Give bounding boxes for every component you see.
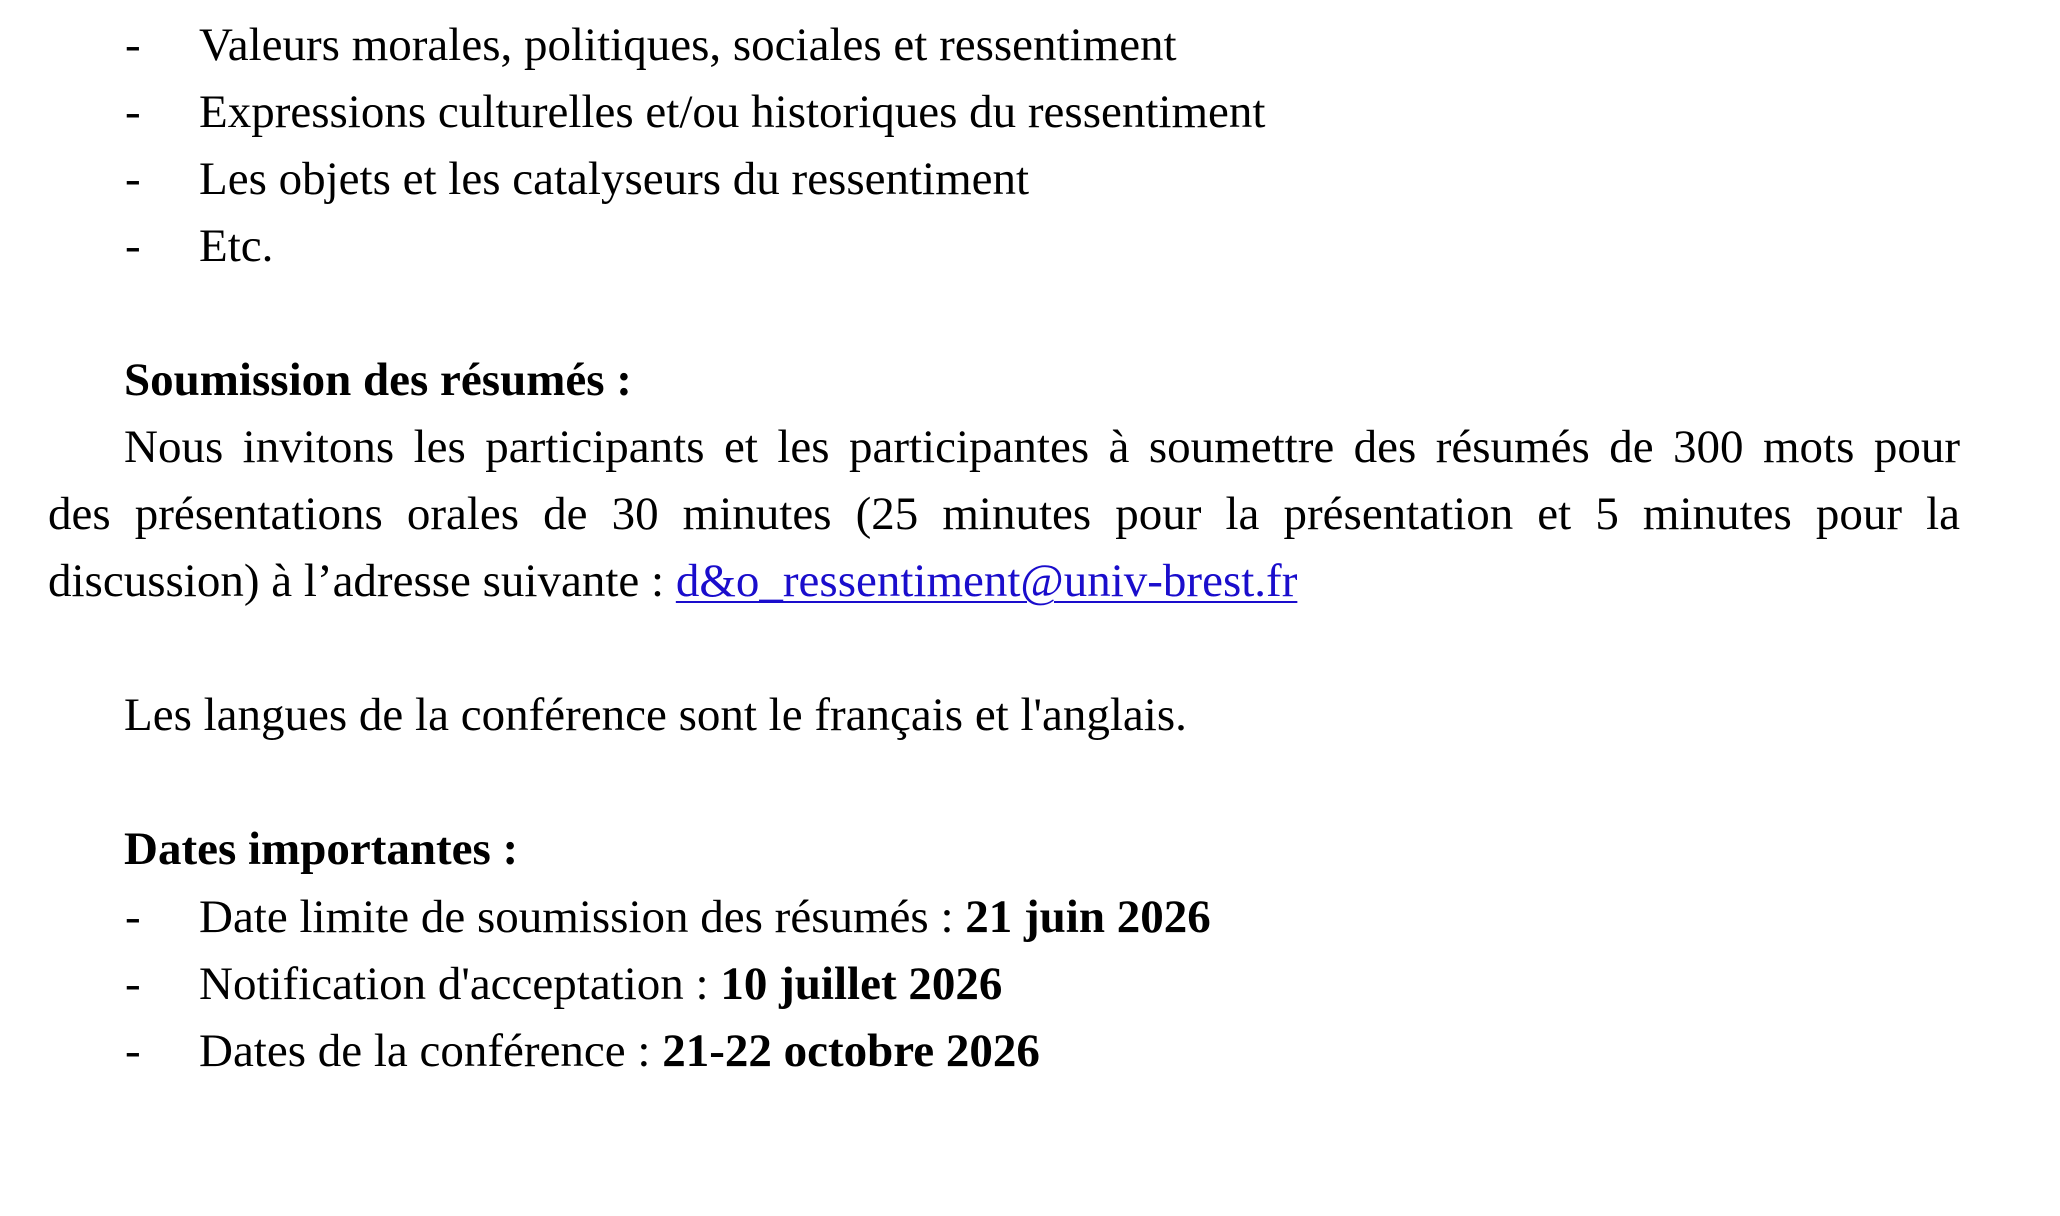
list-dash: -: [125, 220, 141, 272]
address-intro-text: discussion) à l’adresse suivante :: [48, 555, 676, 607]
list-dash: -: [125, 86, 141, 138]
list-item-text: Expressions culturelles et/ou historiques du ressentiment: [199, 86, 1266, 138]
list-item-text: Valeurs morales, politiques, sociales et ressentiment: [199, 19, 1177, 71]
list-dash: -: [125, 1025, 141, 1077]
list-dash: -: [125, 153, 141, 205]
list-item-text: Les objets et les catalyseurs du ressentiment: [199, 153, 1030, 205]
date-label: Date limite de soumission des résumés :: [199, 891, 966, 943]
date-label: Dates de la conférence :: [199, 1025, 663, 1077]
date-item-content: [199, 958, 1003, 1010]
submission-paragraph-line-3: [48, 555, 1298, 607]
date-value: 21-22 octobre 2026: [662, 1025, 1040, 1077]
languages-text: Les langues de la conférence sont le français et l'anglais.: [124, 689, 1187, 741]
date-value: 21 juin 2026: [965, 891, 1211, 943]
date-label: Notification d'acceptation :: [199, 958, 721, 1010]
list-item-text: Etc.: [199, 220, 274, 272]
submission-paragraph-line-1: Nous invitons les participants et les participantes à soumettre des résumés de 300 mots pour: [124, 421, 1960, 473]
list-dash: -: [125, 958, 141, 1010]
submission-heading: Soumission des résumés :: [124, 354, 632, 406]
submission-paragraph-line-2: des présentations orales de 30 minutes (25 minutes pour la présentation et 5 minutes pour la: [48, 488, 1960, 540]
list-dash: -: [125, 891, 141, 943]
list-dash: -: [125, 19, 141, 71]
date-item-content: [199, 1025, 1040, 1077]
date-item-content: [199, 891, 1211, 943]
date-value: 10 juillet 2026: [720, 958, 1003, 1010]
dates-heading: Dates importantes :: [124, 823, 519, 875]
email-link[interactable]: d&o_ressentiment@univ-brest.fr: [675, 555, 1298, 607]
